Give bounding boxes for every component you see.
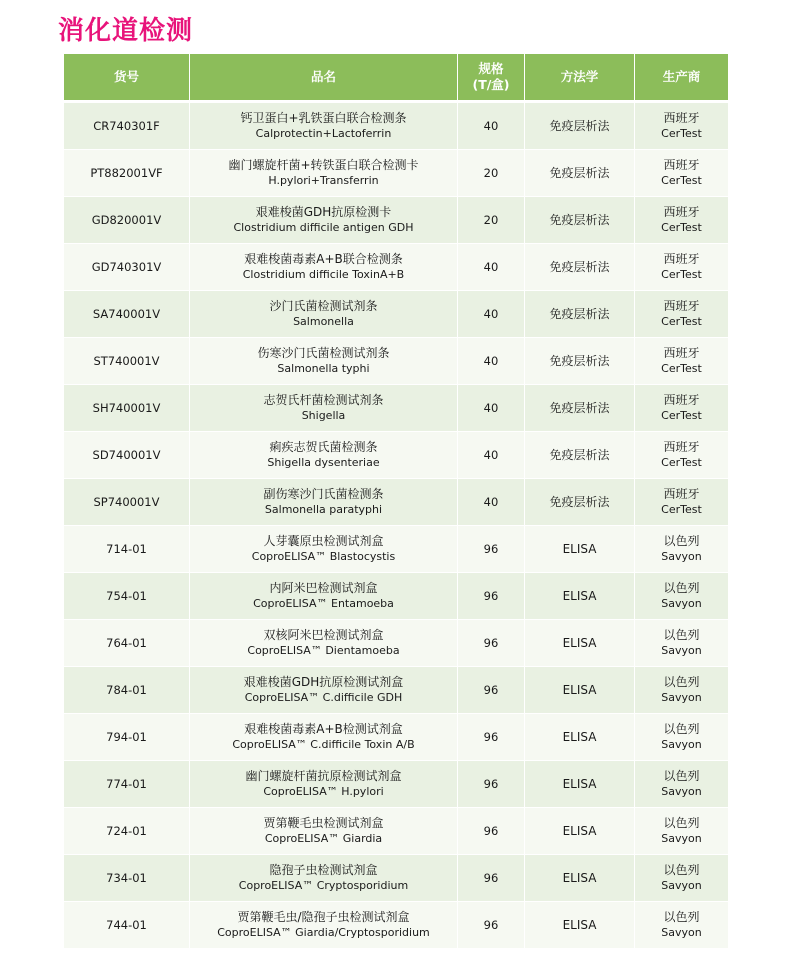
- header-row: [64, 54, 728, 103]
- table-row: [64, 479, 728, 526]
- cell-name: [190, 150, 458, 197]
- maker-country: 西班牙: [663, 487, 700, 501]
- cell-sku: 744-01: [64, 902, 190, 949]
- maker-brand: CerTest: [661, 315, 702, 328]
- cell-name: [190, 479, 458, 526]
- cell-method: ELISA: [525, 620, 635, 667]
- cell-spec: 40: [458, 103, 525, 150]
- product-name-en: CoproELISA™ C.difficile GDH: [244, 691, 403, 704]
- maker-country: 西班牙: [663, 346, 700, 360]
- table-row: [64, 197, 728, 244]
- maker-brand: Savyon: [661, 785, 702, 798]
- cell-maker: [635, 526, 728, 573]
- maker-brand: Savyon: [661, 738, 702, 751]
- product-name-cn: 志贺氏杆菌检测试剂条: [263, 393, 384, 407]
- table-body: [64, 103, 728, 949]
- product-name-cn: 艰难梭菌毒素A+B联合检测条: [244, 252, 403, 266]
- cell-name: [190, 573, 458, 620]
- cell-method: 免疫层析法: [525, 479, 635, 526]
- product-name-cn: 双核阿米巴检测试剂盒: [263, 628, 384, 642]
- maker-brand: CerTest: [661, 456, 702, 469]
- cell-sku: 724-01: [64, 808, 190, 855]
- cell-spec: 96: [458, 761, 525, 808]
- cell-name: [190, 808, 458, 855]
- product-name-cn: 痢疾志贺氏菌检测条: [269, 440, 378, 454]
- product-name-cn: 幽门螺旋杆菌+转铁蛋白联合检测卡: [228, 158, 419, 172]
- maker-country: 以色列: [663, 910, 700, 924]
- cell-maker: [635, 667, 728, 714]
- table-row: [64, 902, 728, 949]
- cell-sku: SH740001V: [64, 385, 190, 432]
- cell-maker: [635, 761, 728, 808]
- header-spec-line2: (T/盒): [472, 77, 510, 92]
- product-table: [64, 54, 728, 949]
- header-maker: 生产商: [635, 54, 728, 103]
- product-name-en: Salmonella paratyphi: [264, 503, 383, 516]
- cell-spec: 40: [458, 385, 525, 432]
- cell-maker: [635, 197, 728, 244]
- product-name-cn: 幽门螺旋杆菌抗原检测试剂盒: [245, 769, 402, 783]
- maker-brand: Savyon: [661, 691, 702, 704]
- header-name: 品名: [190, 54, 458, 103]
- product-name-en: Clostridium difficile ToxinA+B: [242, 268, 405, 281]
- cell-maker: [635, 244, 728, 291]
- cell-sku: ST740001V: [64, 338, 190, 385]
- cell-spec: 96: [458, 808, 525, 855]
- cell-spec: 40: [458, 338, 525, 385]
- maker-brand: Savyon: [661, 597, 702, 610]
- cell-name: [190, 103, 458, 150]
- table-row: [64, 761, 728, 808]
- maker-country: 以色列: [663, 863, 700, 877]
- product-name-en: CoproELISA™ Dientamoeba: [247, 644, 400, 657]
- table-header: [64, 54, 728, 103]
- cell-spec: 96: [458, 667, 525, 714]
- table-row: [64, 808, 728, 855]
- cell-spec: 40: [458, 244, 525, 291]
- cell-sku: 734-01: [64, 855, 190, 902]
- maker-country: 以色列: [663, 581, 700, 595]
- header-spec-line1: 规格: [478, 61, 504, 76]
- table-row: [64, 432, 728, 479]
- cell-spec: 96: [458, 573, 525, 620]
- cell-spec: 40: [458, 479, 525, 526]
- cell-spec: 20: [458, 197, 525, 244]
- cell-method: 免疫层析法: [525, 432, 635, 479]
- product-name-en: Salmonella typhi: [277, 362, 370, 375]
- table-row: [64, 620, 728, 667]
- table-row: [64, 667, 728, 714]
- cell-name: [190, 197, 458, 244]
- maker-country: 西班牙: [663, 440, 700, 454]
- cell-method: 免疫层析法: [525, 244, 635, 291]
- product-name-en: CoproELISA™ H.pylori: [263, 785, 384, 798]
- product-name-cn: 贾第鞭毛虫检测试剂盒: [263, 816, 384, 830]
- product-name-en: Calprotectin+Lactoferrin: [255, 127, 392, 140]
- page-title: 消化道检测: [58, 16, 194, 46]
- cell-spec: 96: [458, 855, 525, 902]
- maker-brand: CerTest: [661, 127, 702, 140]
- table-row: [64, 714, 728, 761]
- cell-maker: [635, 620, 728, 667]
- cell-sku: SD740001V: [64, 432, 190, 479]
- maker-country: 以色列: [663, 816, 700, 830]
- cell-maker: [635, 150, 728, 197]
- table-row: [64, 526, 728, 573]
- cell-name: [190, 291, 458, 338]
- cell-method: ELISA: [525, 667, 635, 714]
- product-name-en: CoproELISA™ Cryptosporidium: [238, 879, 409, 892]
- cell-name: [190, 432, 458, 479]
- cell-method: 免疫层析法: [525, 291, 635, 338]
- product-name-cn: 人芽囊原虫检测试剂盒: [263, 534, 384, 548]
- cell-method: ELISA: [525, 761, 635, 808]
- maker-country: 以色列: [663, 722, 700, 736]
- maker-country: 以色列: [663, 769, 700, 783]
- maker-brand: Savyon: [661, 879, 702, 892]
- maker-brand: CerTest: [661, 503, 702, 516]
- cell-spec: 96: [458, 620, 525, 667]
- product-name-cn: 伤寒沙门氏菌检测试剂条: [257, 346, 390, 360]
- cell-spec: 40: [458, 291, 525, 338]
- table-row: [64, 244, 728, 291]
- cell-maker: [635, 291, 728, 338]
- cell-maker: [635, 338, 728, 385]
- cell-sku: 764-01: [64, 620, 190, 667]
- cell-sku: 794-01: [64, 714, 190, 761]
- maker-brand: CerTest: [661, 221, 702, 234]
- cell-sku: PT882001VF: [64, 150, 190, 197]
- header-spec: [458, 54, 525, 103]
- maker-country: 西班牙: [663, 252, 700, 266]
- cell-method: ELISA: [525, 714, 635, 761]
- maker-brand: CerTest: [661, 362, 702, 375]
- table-row: [64, 385, 728, 432]
- product-name-en: H.pylori+Transferrin: [268, 174, 379, 187]
- maker-country: 西班牙: [663, 299, 700, 313]
- product-name-en: CoproELISA™ Blastocystis: [251, 550, 396, 563]
- product-name-en: CoproELISA™ Entamoeba: [253, 597, 394, 610]
- cell-name: [190, 714, 458, 761]
- cell-spec: 96: [458, 714, 525, 761]
- cell-spec: 20: [458, 150, 525, 197]
- cell-method: 免疫层析法: [525, 338, 635, 385]
- table-row: [64, 103, 728, 150]
- cell-name: [190, 761, 458, 808]
- cell-maker: [635, 385, 728, 432]
- header-sku: 货号: [64, 54, 190, 103]
- cell-maker: [635, 479, 728, 526]
- cell-method: ELISA: [525, 526, 635, 573]
- cell-maker: [635, 573, 728, 620]
- cell-sku: GD820001V: [64, 197, 190, 244]
- table-row: [64, 573, 728, 620]
- cell-maker: [635, 714, 728, 761]
- product-name-cn: 副伤寒沙门氏菌检测条: [263, 487, 384, 501]
- maker-country: 以色列: [663, 534, 700, 548]
- cell-sku: 714-01: [64, 526, 190, 573]
- cell-sku: 754-01: [64, 573, 190, 620]
- cell-method: 免疫层析法: [525, 197, 635, 244]
- maker-country: 西班牙: [663, 393, 700, 407]
- maker-country: 以色列: [663, 628, 700, 642]
- cell-method: ELISA: [525, 855, 635, 902]
- cell-name: [190, 620, 458, 667]
- product-name-en: Shigella: [301, 409, 346, 422]
- product-name-cn: 贾第鞭毛虫/隐孢子虫检测试剂盒: [237, 910, 410, 924]
- cell-name: [190, 338, 458, 385]
- cell-maker: [635, 902, 728, 949]
- cell-name: [190, 244, 458, 291]
- maker-brand: Savyon: [661, 550, 702, 563]
- maker-country: 西班牙: [663, 158, 700, 172]
- maker-brand: Savyon: [661, 926, 702, 939]
- maker-brand: CerTest: [661, 409, 702, 422]
- cell-spec: 40: [458, 432, 525, 479]
- maker-brand: CerTest: [661, 268, 702, 281]
- product-name-en: Salmonella: [293, 315, 354, 328]
- cell-spec: 96: [458, 526, 525, 573]
- cell-maker: [635, 103, 728, 150]
- cell-method: 免疫层析法: [525, 103, 635, 150]
- maker-country: 西班牙: [663, 111, 700, 125]
- cell-sku: CR740301F: [64, 103, 190, 150]
- cell-sku: SA740001V: [64, 291, 190, 338]
- cell-maker: [635, 432, 728, 479]
- cell-method: ELISA: [525, 573, 635, 620]
- cell-name: [190, 385, 458, 432]
- cell-name: [190, 902, 458, 949]
- product-name-cn: 艰难梭菌GDH抗原检测试剂盒: [243, 675, 404, 689]
- product-name-cn: 沙门氏菌检测试剂条: [269, 299, 378, 313]
- maker-brand: Savyon: [661, 832, 702, 845]
- product-name-en: Shigella dysenteriae: [267, 456, 380, 469]
- cell-sku: SP740001V: [64, 479, 190, 526]
- product-name-en: Clostridium difficile antigen GDH: [233, 221, 414, 234]
- product-name-cn: 艰难梭菌GDH抗原检测卡: [255, 205, 392, 219]
- maker-country: 西班牙: [663, 205, 700, 219]
- maker-country: 以色列: [663, 675, 700, 689]
- maker-brand: CerTest: [661, 174, 702, 187]
- cell-method: ELISA: [525, 808, 635, 855]
- table-row: [64, 338, 728, 385]
- cell-method: ELISA: [525, 902, 635, 949]
- cell-sku: 774-01: [64, 761, 190, 808]
- cell-spec: 96: [458, 902, 525, 949]
- product-name-cn: 内阿米巴检测试剂盒: [269, 581, 378, 595]
- table-row: [64, 291, 728, 338]
- table-row: [64, 150, 728, 197]
- header-method: 方法学: [525, 54, 635, 103]
- product-name-cn: 艰难梭菌毒素A+B检测试剂盒: [244, 722, 403, 736]
- product-name-en: CoproELISA™ C.difficile Toxin A/B: [232, 738, 415, 751]
- table-row: [64, 855, 728, 902]
- product-name-cn: 隐孢子虫检测试剂盒: [269, 863, 378, 877]
- maker-brand: Savyon: [661, 644, 702, 657]
- cell-sku: 784-01: [64, 667, 190, 714]
- cell-name: [190, 667, 458, 714]
- product-name-en: CoproELISA™ Giardia: [264, 832, 383, 845]
- cell-name: [190, 526, 458, 573]
- cell-method: 免疫层析法: [525, 385, 635, 432]
- product-name-cn: 钙卫蛋白+乳铁蛋白联合检测条: [240, 111, 407, 125]
- product-name-en: CoproELISA™ Giardia/Cryptosporidium: [217, 926, 430, 939]
- cell-name: [190, 855, 458, 902]
- cell-maker: [635, 855, 728, 902]
- cell-sku: GD740301V: [64, 244, 190, 291]
- cell-maker: [635, 808, 728, 855]
- cell-method: 免疫层析法: [525, 150, 635, 197]
